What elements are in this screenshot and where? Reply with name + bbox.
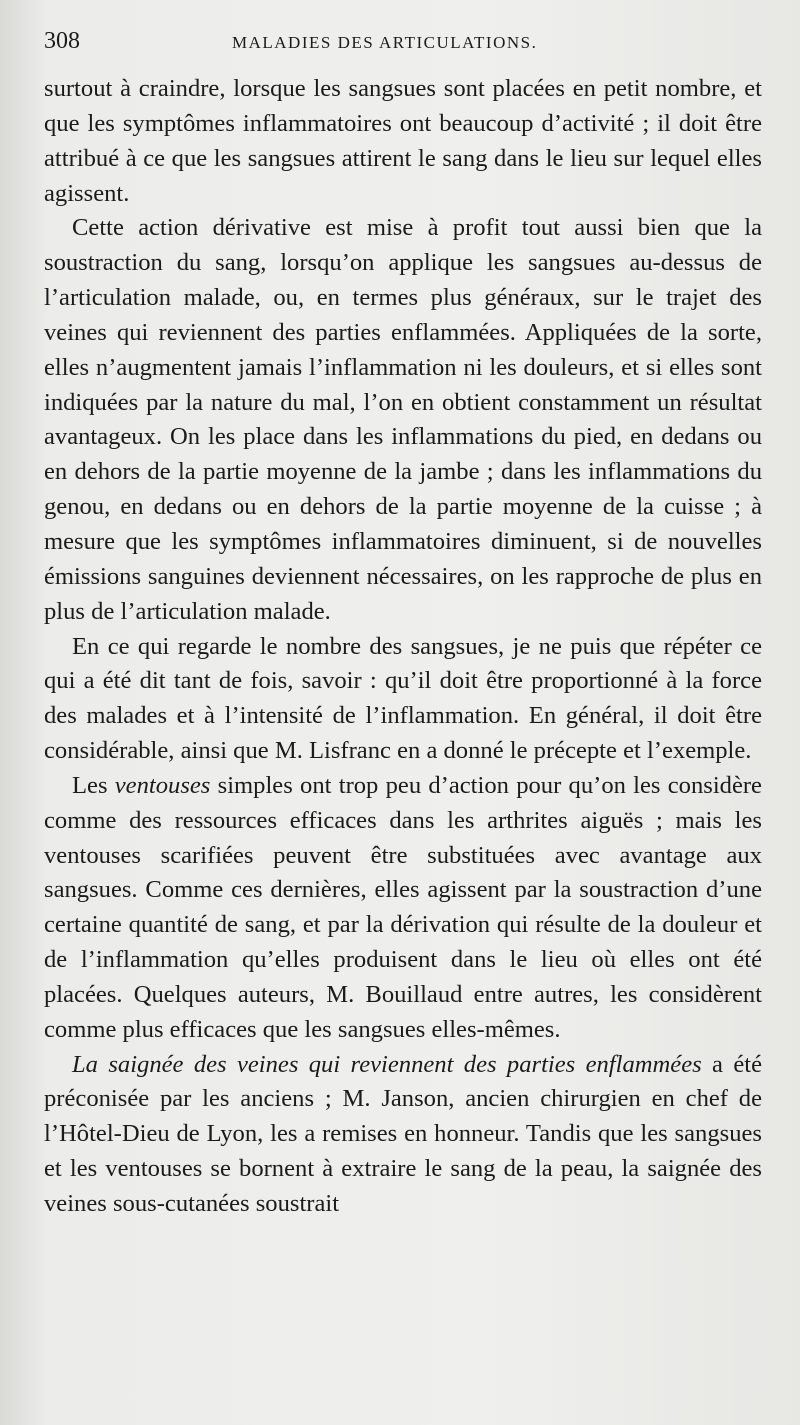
paragraph-text: simples ont trop peu d’action pour qu’on les considère comme des ressources efficaces dans les arthrites aiguës ; mais les ventouses scarifiées peuvent être substituées avec avantage aux sangsues. Comme ces dernières, elles agissent par la soustraction d’une certaine quantité de sang, et par la dérivation qui résulte de la douleur et de l’inflammation qu’elles produisent dans le lieu où elles ont été placées. Quelques auteurs, M. Bouillaud entre autres, les considèrent comme plus efficaces que les sangsues elles-mêmes. bbox=[44, 771, 762, 1043]
paragraph bbox=[44, 72, 762, 211]
page-number: 308 bbox=[44, 28, 80, 54]
paragraph-text: a été préconisée par les anciens ; M. Janson, ancien chirurgien en chef de l’Hôtel-Dieu de Lyon, les a remises en honneur. Tandis que les sangsues et les ventouses se bornent à extraire le sang de la peau, la saignée des veines sous-cutanées soustrait bbox=[44, 1050, 762, 1217]
body-text bbox=[44, 72, 762, 1222]
italic-term: ventouses bbox=[114, 771, 211, 799]
paragraph-text: surtout à craindre, lorsque les sangsues sont placées en petit nombre, et que les symptômes inflammatoires ont beaucoup d’activité ; il doit être attribué à ce que les sangsues attirent le sang dans le lieu sur lequel elles agissent. bbox=[44, 75, 762, 207]
paragraph-text: Cette action dérivative est mise à profit tout aussi bien que la soustraction du sang, lorsqu’on applique les sangsues au-dessus de l’articulation malade, ou, en termes plus généraux, sur le trajet des veines qui reviennent des parties enflammées. Appliquées de la sorte, elles n’augmentent jamais l’inflammation ni les douleurs, et si elles sont indiquées par la nature du mal, l’on en obtient constamment un résultat avantageux. On les place dans les inflammations du pied, en dedans ou en dehors de la partie moyenne de la jambe ; dans les inflammations du genou, en dedans ou en dehors de la partie moyenne de la cuisse ; à mesure que les symptômes inflammatoires diminuent, si de nouvelles émissions sanguines deviennent nécessaires, on les rapproche de plus en plus de l’articulation malade. bbox=[44, 214, 762, 625]
paragraph bbox=[44, 211, 762, 629]
paragraph-lead: Les bbox=[72, 771, 115, 799]
paragraph bbox=[44, 630, 762, 769]
paragraph bbox=[44, 769, 762, 1048]
italic-term: La saignée des veines qui reviennent des parties enflammées bbox=[72, 1050, 702, 1078]
paragraph-text: En ce qui regarde le nombre des sangsues, je ne puis que répéter ce qui a été dit tant de fois, savoir : qu’il doit être proportionné à la force des malades et à l’intensité de l’inflammation. En général, il doit être considérable, ainsi que M. Lisfranc en a donné le précepte et l’exemple. bbox=[44, 632, 762, 765]
page-header bbox=[44, 28, 762, 70]
running-title: MALADIES DES ARTICULATIONS. bbox=[232, 33, 538, 52]
paragraph bbox=[44, 1048, 762, 1222]
